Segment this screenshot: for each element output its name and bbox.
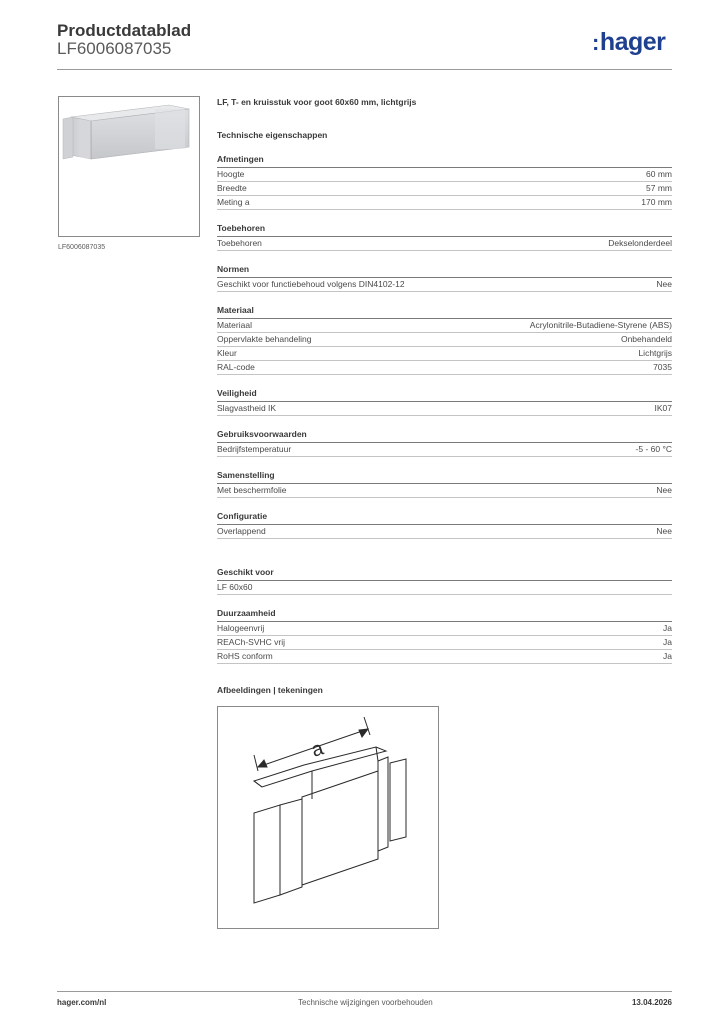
section-title: Normen — [217, 263, 672, 278]
footer-notice: Technische wijzigingen voorbehouden — [298, 998, 433, 1007]
product-code: LF6006087035 — [57, 39, 172, 58]
section-title: Materiaal — [217, 304, 672, 319]
spec-label: Halogeenvrij — [217, 623, 265, 633]
spec-label: RoHS conform — [217, 651, 273, 661]
spec-label: RAL-code — [217, 362, 255, 372]
section-configuratie — [217, 510, 672, 539]
spec-value: Ja — [663, 637, 672, 647]
section-title: Afmetingen — [217, 153, 672, 168]
spec-label: Slagvastheid IK — [217, 403, 277, 413]
section-title: Gebruiksvoorwaarden — [217, 428, 672, 443]
spec-label: REACh-SVHC vrij — [217, 637, 286, 647]
spec-value: Ja — [663, 623, 672, 633]
spec-row — [217, 333, 672, 347]
logo-colon-icon: : — [592, 30, 599, 55]
section-title: Toebehoren — [217, 222, 672, 237]
spec-label: Oppervlakte behandeling — [217, 334, 312, 344]
product-description: LF, T- en kruisstuk voor goot 60x60 mm, lichtgrijs — [217, 97, 417, 107]
drawings-title: Afbeeldingen | tekeningen — [217, 685, 323, 695]
spec-label: Materiaal — [217, 320, 252, 330]
section-title: Geschikt voor — [217, 566, 672, 581]
section-title: Samenstelling — [217, 469, 672, 484]
spec-content — [217, 96, 672, 929]
spec-label: Toebehoren — [217, 238, 262, 248]
section-duurzaamheid — [217, 607, 672, 664]
section-gebruiksvoorwaarden — [217, 428, 672, 457]
tech-properties-title: Technische eigenschappen — [217, 130, 328, 140]
spec-value: Nee — [656, 526, 672, 536]
spec-row — [217, 237, 672, 251]
spec-row — [217, 361, 672, 375]
spec-value: Lichtgrijs — [638, 348, 672, 358]
section-title: Duurzaamheid — [217, 607, 672, 622]
product-image — [58, 96, 200, 237]
footer-website-link[interactable]: hager.com/nl — [57, 998, 107, 1007]
section-toebehoren — [217, 222, 672, 251]
spec-row — [217, 443, 672, 457]
spec-row — [217, 622, 672, 636]
spec-label: LF 60x60 — [217, 582, 253, 592]
spec-value: Nee — [656, 485, 672, 495]
spec-value: Dekselonderdeel — [608, 238, 672, 248]
spec-value: 57 mm — [646, 183, 672, 193]
spec-row — [217, 319, 672, 333]
spec-label: Breedte — [217, 183, 247, 193]
dimension-label-a: a — [308, 737, 327, 762]
dimension-drawing-svg — [218, 707, 438, 928]
spec-value: IK07 — [654, 403, 672, 413]
spec-value: Ja — [663, 651, 672, 661]
page-title: Productdatablad — [57, 21, 192, 40]
trunking-t-piece-photo — [59, 97, 199, 236]
spec-value: Onbehandeld — [620, 334, 672, 344]
header-divider — [57, 69, 672, 70]
spec-value: Acrylonitrile-Butadiene-Styrene (ABS) — [529, 320, 672, 330]
logo-text: hager — [599, 28, 666, 56]
technical-drawing — [217, 706, 439, 929]
section-title: Configuratie — [217, 510, 672, 525]
spec-row — [217, 525, 672, 539]
section-veiligheid — [217, 387, 672, 416]
spec-row — [217, 402, 672, 416]
spec-label: Met beschermfolie — [217, 485, 287, 495]
spec-label: Geschikt voor functiebehoud volgens DIN4102-12 — [217, 279, 405, 289]
section-samenstelling — [217, 469, 672, 498]
spec-row — [217, 636, 672, 650]
spec-row — [217, 196, 672, 210]
spec-row — [217, 347, 672, 361]
spec-value: 7035 — [653, 362, 672, 372]
spec-value: -5 - 60 °C — [635, 444, 672, 454]
spec-row — [217, 278, 672, 292]
spec-row — [217, 182, 672, 196]
section-afmetingen — [217, 153, 672, 210]
section-normen — [217, 263, 672, 292]
section-title: Veiligheid — [217, 387, 672, 402]
footer-divider — [57, 991, 672, 992]
spec-value: Nee — [656, 279, 672, 289]
spec-label: Hoogte — [217, 169, 245, 179]
section-geschikt-voor — [217, 566, 672, 595]
spec-label: Bedrijfstemperatuur — [217, 444, 292, 454]
product-image-caption: LF6006087035 — [58, 244, 106, 251]
spec-value: 60 mm — [646, 169, 672, 179]
spec-label: Kleur — [217, 348, 237, 358]
spec-label: Overlappend — [217, 526, 266, 536]
section-materiaal — [217, 304, 672, 375]
spec-row — [217, 581, 672, 595]
spec-row — [217, 168, 672, 182]
spec-label: Meting a — [217, 197, 250, 207]
hager-logo — [592, 28, 665, 57]
footer-date: 13.04.2026 — [631, 998, 672, 1007]
spec-value: 170 mm — [641, 197, 672, 207]
spec-row — [217, 484, 672, 498]
spec-row — [217, 650, 672, 664]
